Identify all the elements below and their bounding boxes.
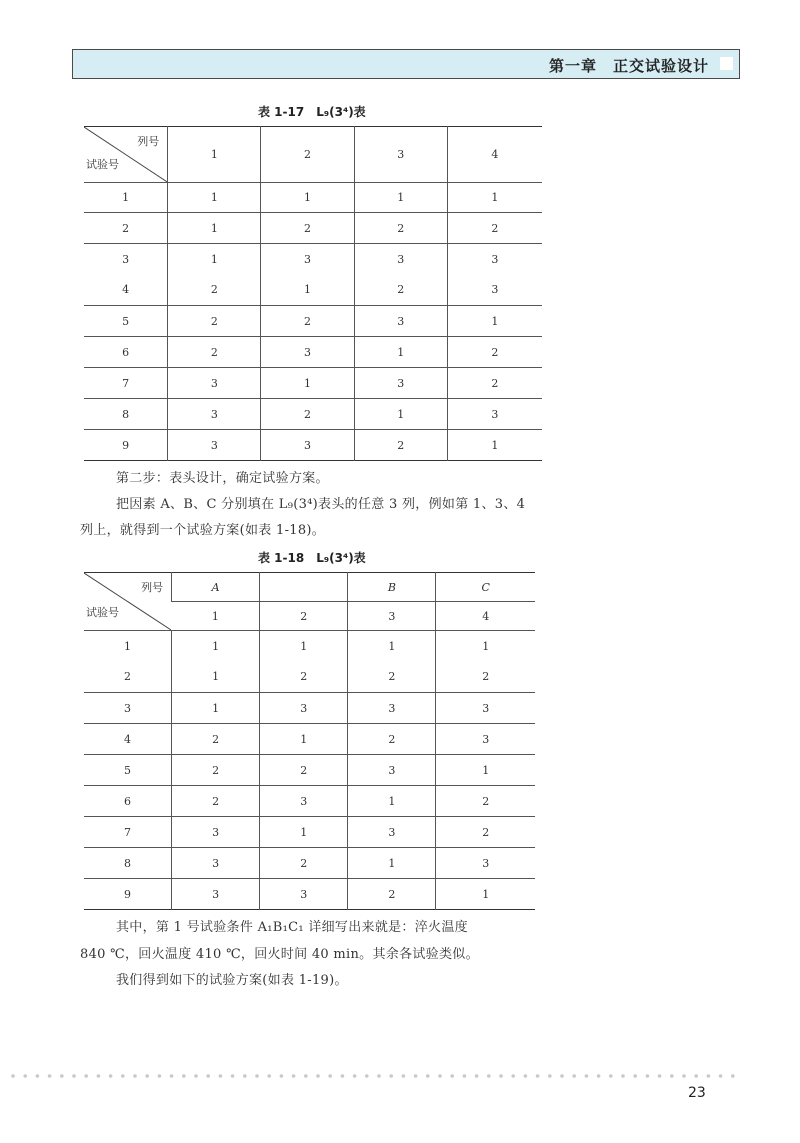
- page-number: 23: [688, 1085, 706, 1101]
- table-cell: 2: [261, 306, 354, 337]
- row-number-cell: 8: [122, 407, 130, 421]
- table-cell: 3: [354, 244, 447, 275]
- paragraph: 840 ℃，回火温度 410 ℃，回火时间 40 min。其余各试验类似。: [80, 947, 479, 962]
- column-header: 4: [447, 127, 542, 183]
- table-cell: 2: [172, 755, 260, 786]
- table-cell: 3: [447, 399, 542, 430]
- footer-dot: [463, 1074, 467, 1078]
- table-cell: 2: [436, 662, 535, 693]
- footer-dot: [231, 1074, 235, 1078]
- table-row: [84, 662, 535, 693]
- table-row: [84, 399, 542, 430]
- footer-dot: [597, 1074, 601, 1078]
- footer-dot: [60, 1074, 64, 1078]
- footer-dot: [36, 1074, 40, 1078]
- table-cell: 2: [168, 337, 261, 368]
- table-cell: 3: [354, 368, 447, 399]
- row-number-cell: 5: [124, 763, 132, 777]
- table-cell: 1: [168, 213, 261, 244]
- table-cell: 3: [172, 879, 260, 910]
- column-header: 4: [436, 602, 535, 631]
- footer-dot: [414, 1074, 418, 1078]
- table-corner-header: [84, 127, 168, 183]
- paragraph: 其中，第 1 号试验条件 A₁B₁C₁ 详细写出来就是：淬火温度: [116, 920, 468, 935]
- table-cell: 3: [172, 817, 260, 848]
- footer-dot: [609, 1074, 613, 1078]
- table-cell: 1: [348, 848, 436, 879]
- table-row: [84, 693, 535, 724]
- table-cell: 2: [261, 399, 354, 430]
- row-number-cell: 5: [122, 314, 130, 328]
- table-row: [84, 244, 542, 275]
- table-cell: 2: [348, 662, 436, 693]
- footer-dot: [11, 1074, 15, 1078]
- footer-dot: [133, 1074, 137, 1078]
- footer-dot: [109, 1074, 113, 1078]
- header-decoration: [720, 57, 733, 70]
- table-cell: 2: [168, 275, 261, 306]
- table-1-18-caption: 表 1-18 L₉(3⁴)表: [258, 551, 366, 565]
- table-row: [84, 631, 535, 662]
- table-cell: 3: [436, 693, 535, 724]
- column-header: 3: [354, 127, 447, 183]
- column-header: 2: [261, 127, 354, 183]
- table-cell: 3: [168, 430, 261, 461]
- table-cell: 3: [261, 430, 354, 461]
- row-number-cell: 3: [122, 252, 130, 266]
- footer-dot: [48, 1074, 52, 1078]
- table-cell: 2: [348, 879, 436, 910]
- table-row: [84, 306, 542, 337]
- row-number-cell: 1: [124, 639, 132, 653]
- column-header-label: 列号: [141, 581, 164, 594]
- table-cell: 1: [168, 244, 261, 275]
- table-cell: 1: [261, 183, 354, 213]
- table-1-17: [84, 126, 542, 461]
- table-cell: 1: [436, 755, 535, 786]
- table-row: [84, 337, 542, 368]
- footer-dot: [719, 1074, 723, 1078]
- row-number-cell: 8: [124, 856, 132, 870]
- table-cell: 1: [172, 631, 260, 662]
- table-cell: 1: [260, 631, 348, 662]
- footer-dot: [365, 1074, 369, 1078]
- table-row: [84, 430, 542, 461]
- table-cell: 3: [436, 848, 535, 879]
- table-row: [84, 368, 542, 399]
- factor-header: B: [348, 573, 436, 602]
- table-cell: 1: [436, 631, 535, 662]
- footer-dot: [72, 1074, 76, 1078]
- footer-dot: [585, 1074, 589, 1078]
- footer-dot: [158, 1074, 162, 1078]
- table-row: [84, 275, 542, 306]
- row-header-label: 试验号: [86, 606, 119, 619]
- table-cell: 2: [348, 724, 436, 755]
- footer-dot: [731, 1074, 735, 1078]
- table-cell: 1: [348, 786, 436, 817]
- table-cell: 3: [168, 368, 261, 399]
- paragraph: 列上，就得到一个试验方案(如表 1-18)。: [80, 523, 326, 538]
- row-number-cell: 7: [122, 376, 130, 390]
- footer-dot: [219, 1074, 223, 1078]
- footer-dot: [621, 1074, 625, 1078]
- footer-dot: [389, 1074, 393, 1078]
- table-cell: 1: [354, 337, 447, 368]
- table-cell: 1: [447, 430, 542, 461]
- table-cell: 3: [260, 693, 348, 724]
- paragraph: 第二步：表头设计，确定试验方案。: [116, 471, 329, 486]
- table-row: [84, 817, 535, 848]
- footer-dot: [633, 1074, 637, 1078]
- footer-dot: [255, 1074, 259, 1078]
- paragraph: 把因素 A、B、C 分别填在 L₉(3⁴)表头的任意 3 列，例如第 1、3、4: [116, 497, 526, 512]
- footer-dot: [353, 1074, 357, 1078]
- table-cell: 3: [348, 693, 436, 724]
- footer-dot: [487, 1074, 491, 1078]
- footer-dot: [145, 1074, 149, 1078]
- footer-dot: [499, 1074, 503, 1078]
- footer-dot: [402, 1074, 406, 1078]
- table-cell: 3: [348, 755, 436, 786]
- footer-dot: [511, 1074, 515, 1078]
- footer-dot: [694, 1074, 698, 1078]
- table-cell: 2: [260, 848, 348, 879]
- footer-dot: [670, 1074, 674, 1078]
- row-header-label: 试验号: [86, 158, 119, 171]
- footer-dot: [206, 1074, 210, 1078]
- row-number-cell: 2: [122, 221, 130, 235]
- table-cell: 2: [260, 662, 348, 693]
- footer-dot: [426, 1074, 430, 1078]
- footer-dot: [536, 1074, 540, 1078]
- footer-dot: [341, 1074, 345, 1078]
- table-cell: 3: [261, 337, 354, 368]
- factor-header: C: [436, 573, 535, 602]
- table-cell: 1: [261, 275, 354, 306]
- table-cell: 1: [447, 306, 542, 337]
- table-row: [84, 183, 542, 213]
- table-cell: 1: [261, 368, 354, 399]
- factor-header: A: [172, 573, 260, 602]
- row-number-cell: 7: [124, 825, 132, 839]
- table-corner-header: [84, 573, 172, 631]
- table-cell: 3: [172, 848, 260, 879]
- column-header: 3: [348, 602, 436, 631]
- footer-dot: [292, 1074, 296, 1078]
- table-1-17-caption: 表 1-17 L₉(3⁴)表: [258, 105, 366, 119]
- table-cell: 3: [447, 275, 542, 306]
- table-cell: 2: [354, 213, 447, 244]
- table-cell: 3: [261, 244, 354, 275]
- footer-dot: [304, 1074, 308, 1078]
- footer-dot: [280, 1074, 284, 1078]
- table-cell: 1: [447, 183, 542, 213]
- footer-dot: [560, 1074, 564, 1078]
- table-cell: 1: [260, 724, 348, 755]
- footer-dot: [243, 1074, 247, 1078]
- table-cell: 2: [168, 306, 261, 337]
- table-cell: 2: [447, 213, 542, 244]
- footer-dot: [23, 1074, 27, 1078]
- footer-dot: [267, 1074, 271, 1078]
- table-cell: 3: [354, 306, 447, 337]
- column-header: 1: [168, 127, 261, 183]
- table-cell: 2: [436, 817, 535, 848]
- footer-dot: [572, 1074, 576, 1078]
- footer-dot: [646, 1074, 650, 1078]
- table-cell: 1: [354, 183, 447, 213]
- chapter-title: 第一章 正交试验设计: [548, 57, 709, 75]
- footer-dot: [194, 1074, 198, 1078]
- row-number-cell: 1: [122, 191, 130, 204]
- table-cell: 1: [172, 662, 260, 693]
- footer-dot: [475, 1074, 479, 1078]
- table-row: [84, 848, 535, 879]
- footer-dot: [524, 1074, 528, 1078]
- table-row: [84, 786, 535, 817]
- row-number-cell: 6: [124, 794, 132, 808]
- chapter-header-bar: [72, 49, 740, 79]
- table-row: [84, 879, 535, 910]
- table-1-18: [84, 572, 535, 910]
- footer-dot: [182, 1074, 186, 1078]
- table-cell: 2: [172, 786, 260, 817]
- footer-dot: [97, 1074, 101, 1078]
- column-header-label: 列号: [137, 135, 160, 148]
- footer-dotted-rule: [10, 1073, 745, 1079]
- table-cell: 3: [348, 817, 436, 848]
- table-cell: 2: [447, 368, 542, 399]
- table-cell: 3: [447, 244, 542, 275]
- footer-dot: [316, 1074, 320, 1078]
- table-cell: 3: [436, 724, 535, 755]
- table-cell: 2: [447, 337, 542, 368]
- row-number-cell: 4: [124, 732, 132, 746]
- footer-dot: [438, 1074, 442, 1078]
- table-cell: 2: [354, 430, 447, 461]
- table-cell: 2: [172, 724, 260, 755]
- table-row: [84, 213, 542, 244]
- table-cell: 1: [354, 399, 447, 430]
- footer-dot: [328, 1074, 332, 1078]
- footer-dot: [450, 1074, 454, 1078]
- row-number-cell: 2: [124, 670, 132, 684]
- row-number-cell: 3: [124, 701, 132, 715]
- table-cell: 1: [260, 817, 348, 848]
- table-cell: 2: [260, 755, 348, 786]
- factor-header: [260, 573, 348, 602]
- footer-dot: [548, 1074, 552, 1078]
- footer-dot: [170, 1074, 174, 1078]
- row-number-cell: 9: [124, 887, 132, 901]
- table-cell: 2: [354, 275, 447, 306]
- table-cell: 1: [168, 183, 261, 213]
- footer-dot: [121, 1074, 125, 1078]
- table-cell: 3: [168, 399, 261, 430]
- row-number-cell: 9: [122, 438, 130, 452]
- column-header: 1: [211, 609, 219, 623]
- table-cell: 3: [260, 879, 348, 910]
- column-header: 2: [260, 602, 348, 631]
- footer-dot: [377, 1074, 381, 1078]
- table-row: [84, 755, 535, 786]
- paragraph: 我们得到如下的试验方案(如表 1-19)。: [116, 973, 348, 988]
- table-cell: 3: [260, 786, 348, 817]
- footer-dot: [682, 1074, 686, 1078]
- footer-dot: [658, 1074, 662, 1078]
- footer-dot: [84, 1074, 88, 1078]
- row-number-cell: 6: [122, 345, 130, 359]
- table-row: [84, 724, 535, 755]
- table-cell: 1: [436, 879, 535, 910]
- row-number-cell: 4: [122, 283, 130, 297]
- table-cell: 1: [348, 631, 436, 662]
- footer-dot: [707, 1074, 711, 1078]
- table-cell: 1: [172, 693, 260, 724]
- table-cell: 2: [261, 213, 354, 244]
- table-cell: 2: [436, 786, 535, 817]
